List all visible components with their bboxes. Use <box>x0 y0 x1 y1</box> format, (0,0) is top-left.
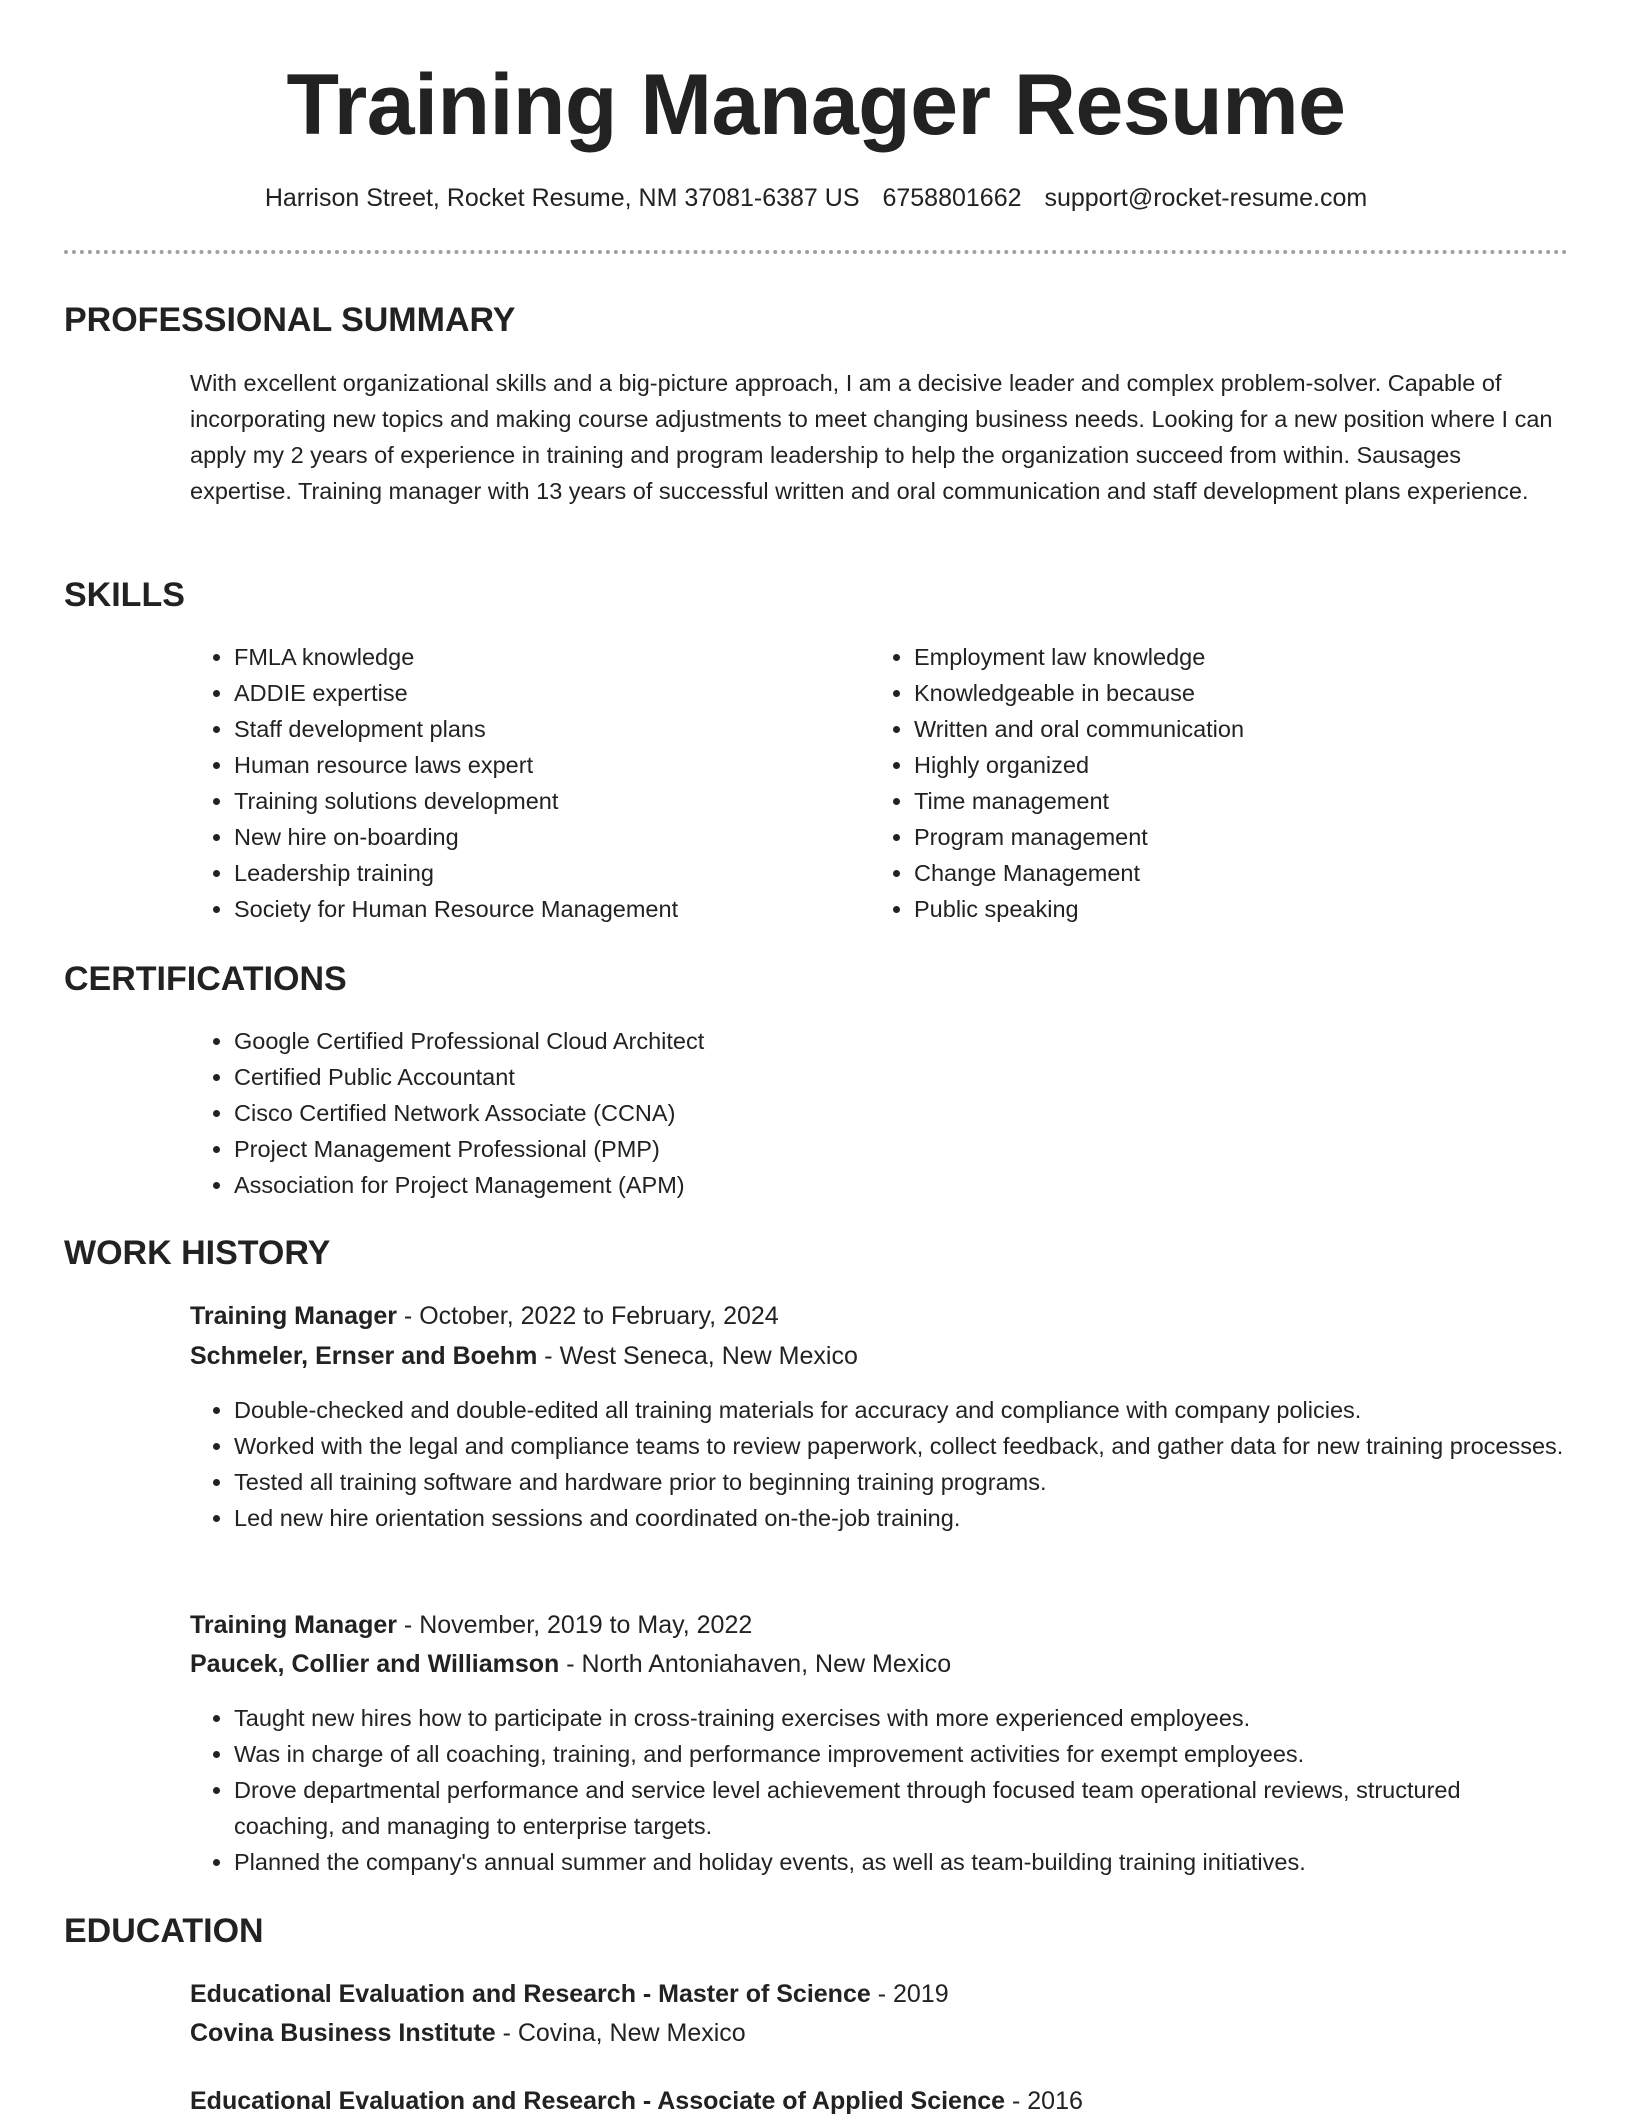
list-item: • Planned the company's annual summer and holiday events, as well as team-building training initiatives. <box>234 1844 1564 1880</box>
list-item: • Worked with the legal and compliance teams to review paperwork, collect feedback, and gather data for new training processes. <box>234 1428 1564 1464</box>
section-title-education: EDUCATION <box>64 1912 264 1950</box>
contact-email: support@rocket-resume.com <box>1044 184 1368 212</box>
job-bullets <box>190 1392 1564 1536</box>
list-item: • Written and oral communication <box>914 711 1564 747</box>
list-item: • FMLA knowledge <box>234 639 854 675</box>
list-item: • Change Management <box>914 855 1564 891</box>
summary-text: With excellent organizational skills and a big-picture approach, I am a decisive leader and complex problem-solver. Capable of incorporating new topics and making course adjustments to meet changing business needs. Looking for a new position where I can apply my 2 years of experience in training and program leadership to help the organization succeed from within. Sausages expertise. Training manager with 13 years of successful written and oral communication and staff development plans experience. <box>190 370 1553 504</box>
contact-line <box>0 180 1632 216</box>
education-school-line <box>190 2015 746 2051</box>
education-degree-line <box>190 2083 1083 2119</box>
list-item: • Highly organized <box>914 747 1564 783</box>
list-item: • Association for Project Management (APM) <box>234 1167 1534 1203</box>
contact-phone: 6758801662 <box>882 184 1022 212</box>
job-dates: - November, 2019 to May, 2022 <box>396 1611 753 1639</box>
list-item: • Was in charge of all coaching, training, and performance improvement activities for exempt employees. <box>234 1736 1564 1772</box>
job-title-line <box>190 1298 779 1334</box>
job-role: Training Manager <box>190 1611 397 1639</box>
job-company: Schmeler, Ernser and Boehm <box>190 1342 538 1370</box>
job-company-line <box>190 1646 951 1682</box>
section-title-certifications: CERTIFICATIONS <box>64 960 347 998</box>
job-dates: - October, 2022 to February, 2024 <box>396 1302 779 1330</box>
list-item: • Certified Public Accountant <box>234 1059 1534 1095</box>
skills-list-right <box>870 639 1564 927</box>
job-bullets <box>190 1700 1564 1880</box>
list-item: • Taught new hires how to participate in cross-training exercises with more experienced employees. <box>234 1700 1564 1736</box>
certifications-list <box>190 1023 1534 1203</box>
list-item: • Public speaking <box>914 891 1564 927</box>
list-item: • Employment law knowledge <box>914 639 1564 675</box>
list-item: • Project Management Professional (PMP) <box>234 1131 1534 1167</box>
education-degree: Educational Evaluation and Research - Master of Science <box>190 1980 871 2008</box>
list-item: • Double-checked and double-edited all training materials for accuracy and compliance with company policies. <box>234 1392 1564 1428</box>
section-title-work-history: WORK HISTORY <box>64 1234 331 1272</box>
list-item: • Google Certified Professional Cloud Architect <box>234 1023 1534 1059</box>
education-degree: Educational Evaluation and Research - Associate of Applied Science <box>190 2087 1006 2115</box>
skills-list-left <box>190 639 854 927</box>
job-title-line <box>190 1607 752 1643</box>
list-item: • Drove departmental performance and service level achievement through focused team operational reviews, structured coaching, and managing to enterprise targets. <box>234 1772 1564 1844</box>
list-item: • Society for Human Resource Management <box>234 891 854 927</box>
job-company: Paucek, Collier and Williamson <box>190 1650 560 1678</box>
resume-title: Training Manager Resume <box>286 57 1346 153</box>
list-item: • Tested all training software and hardware prior to beginning training programs. <box>234 1464 1564 1500</box>
job-company-line <box>190 1338 858 1374</box>
list-item: • Leadership training <box>234 855 854 891</box>
list-item: • Led new hire orientation sessions and coordinated on-the-job training. <box>234 1500 1564 1536</box>
header-divider <box>64 250 1568 254</box>
education-location: - Covina, New Mexico <box>495 2019 746 2047</box>
list-item: • Training solutions development <box>234 783 854 819</box>
job-location: - North Antoniahaven, New Mexico <box>559 1650 952 1678</box>
list-item: • Knowledgeable in because <box>914 675 1564 711</box>
job-role: Training Manager <box>190 1302 397 1330</box>
section-title-skills: SKILLS <box>64 576 185 614</box>
education-degree-line <box>190 1976 949 2012</box>
list-item: • Staff development plans <box>234 711 854 747</box>
list-item: • Human resource laws expert <box>234 747 854 783</box>
list-item: • Cisco Certified Network Associate (CCNA) <box>234 1095 1534 1131</box>
education-school: Covina Business Institute <box>190 2019 496 2047</box>
education-year: - 2016 <box>1005 2087 1083 2115</box>
list-item: • ADDIE expertise <box>234 675 854 711</box>
list-item: • New hire on-boarding <box>234 819 854 855</box>
education-year: - 2019 <box>870 1980 949 2008</box>
list-item: • Time management <box>914 783 1564 819</box>
contact-address: Harrison Street, Rocket Resume, NM 37081-6387 US <box>264 184 860 212</box>
list-item: • Program management <box>914 819 1564 855</box>
job-location: - West Seneca, New Mexico <box>537 1342 858 1370</box>
section-title-summary: PROFESSIONAL SUMMARY <box>64 301 516 339</box>
